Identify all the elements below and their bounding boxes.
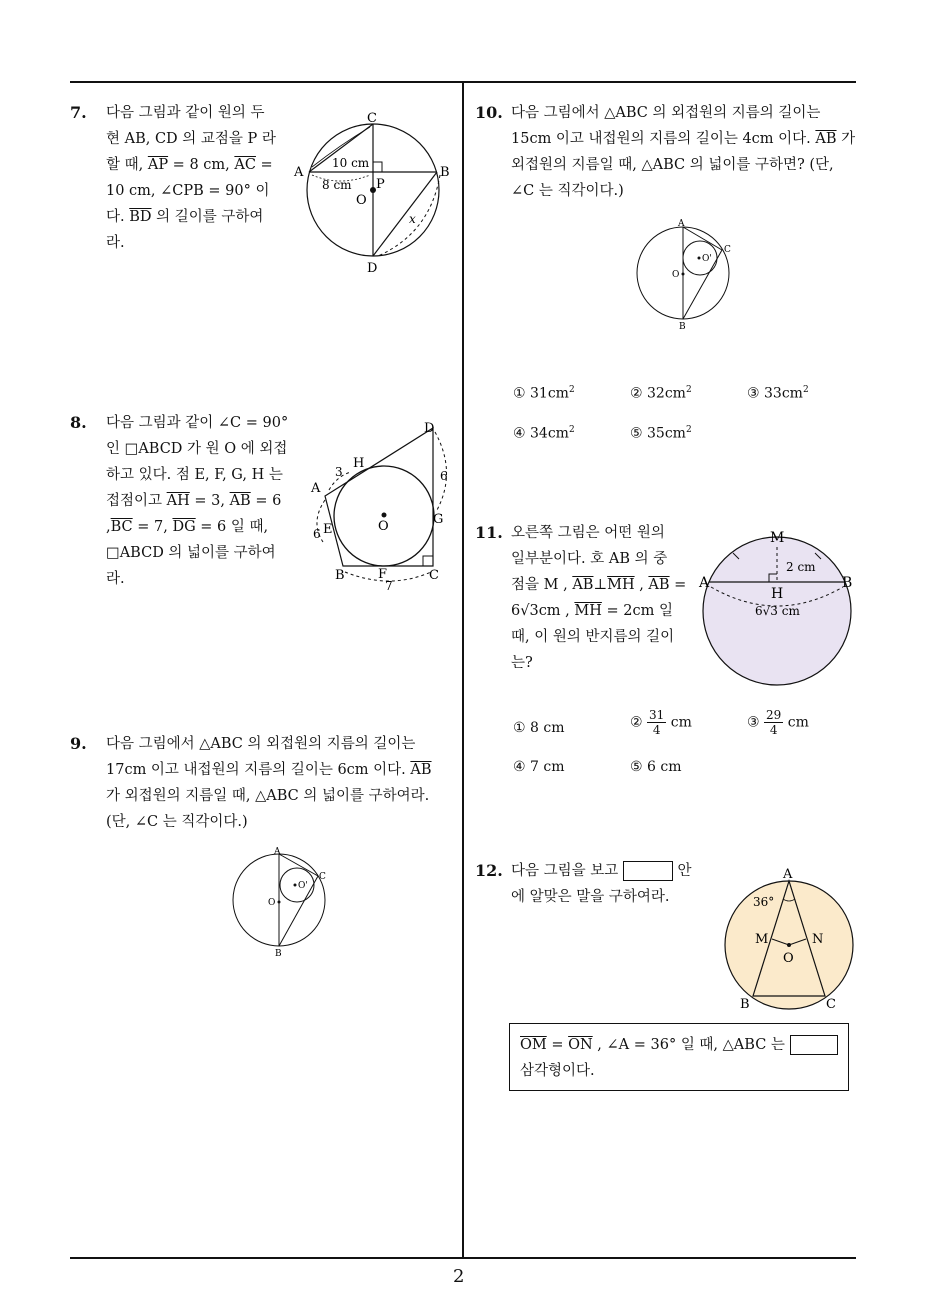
question-7 bbox=[70, 100, 290, 270]
label-2cm: 2 cm bbox=[786, 560, 816, 574]
label-c: C bbox=[367, 111, 377, 126]
label-g: G bbox=[433, 512, 444, 527]
question-text: 다음 그림을 보고 안 에 알맞은 말을 구하여라. bbox=[511, 863, 692, 905]
right-angle-c bbox=[423, 556, 433, 566]
question-text: 오른쪽 그림은 어떤 원의 일부분이다. 호 AB 의 중 점을 M , $\overline{AB}\perp\overline{MH}$ , $\overline{AB}$ = 6√3cm , $\overline{MH} = 2cm$ 일 때, 이 원의 반지름의 길이 는? bbox=[511, 525, 687, 671]
side-ac bbox=[683, 227, 722, 250]
label-o: O bbox=[356, 193, 367, 208]
label-m: M bbox=[755, 932, 769, 947]
question-number: 10. bbox=[475, 103, 503, 122]
question-number: 12. bbox=[475, 861, 503, 880]
q12-figure bbox=[720, 865, 860, 1015]
label-10cm: 10 cm bbox=[332, 156, 370, 170]
q10-figure bbox=[630, 215, 740, 335]
label-b: B bbox=[275, 949, 282, 959]
question-9 bbox=[70, 731, 460, 841]
label-o: O bbox=[783, 951, 794, 966]
question-text: 다음 그림과 같이 ∠C = 90° 인 □ABCD 가 원 O 에 외접 하고 있다. 점 E, F, G, H 는 접점이고 $\overline{AH} = 3$, $\overline{AB} = 6$ $,\overline{BC} = 7$, $\overline{DG} = 6$ 일 때, □ABCD 의 넓이를 구하여 라. bbox=[106, 415, 289, 587]
question-8 bbox=[70, 410, 300, 600]
label-a: A bbox=[294, 165, 304, 180]
center-o bbox=[682, 273, 685, 276]
center-o-prime bbox=[294, 884, 297, 887]
q11-option-5[interactable]: ⑤ 6 cm bbox=[630, 759, 682, 775]
question-10 bbox=[475, 100, 860, 210]
label-a: A bbox=[311, 481, 321, 496]
q11-figure bbox=[695, 525, 860, 690]
label-d: D bbox=[424, 421, 435, 436]
fraction-29-4: $\frac{29}{4}$ bbox=[766, 708, 782, 737]
label-b: B bbox=[740, 997, 750, 1012]
q11-option-3[interactable]: ③ $\frac{29}{4}$ cm bbox=[747, 708, 809, 737]
center-o bbox=[787, 943, 791, 947]
label-a: A bbox=[274, 847, 281, 857]
label-n: N bbox=[812, 932, 824, 947]
statement-blank[interactable] bbox=[790, 1035, 838, 1055]
label-d: D bbox=[367, 261, 378, 276]
label-b: B bbox=[679, 322, 686, 332]
q10-option-3[interactable]: ③ $33cm^2$ bbox=[747, 385, 809, 402]
q10-option-5[interactable]: ⑤ $35cm^2$ bbox=[630, 425, 692, 442]
label-c: C bbox=[826, 997, 836, 1012]
label-a: A bbox=[678, 219, 685, 229]
label-b: B bbox=[440, 165, 450, 180]
q7-figure bbox=[290, 105, 460, 280]
question-number: 8. bbox=[70, 413, 87, 432]
label-c: C bbox=[429, 568, 439, 583]
page-number: 2 bbox=[453, 1266, 465, 1287]
label-h: H bbox=[771, 586, 784, 602]
label-b: B bbox=[842, 575, 853, 591]
label-a: A bbox=[699, 575, 710, 591]
question-text: 다음 그림과 같이 원의 두 현 AB, CD 의 교점을 P 라 할 때, $\overline{AP} = 8$ cm, $\overline{AC}$ = 10 cm, ∠CPB = 90° 이 다. $\overline{BD}$ 의 길이를 구하여 라. bbox=[106, 105, 276, 251]
label-6-left: 6 bbox=[313, 527, 321, 541]
column-divider bbox=[462, 82, 464, 1258]
center-o bbox=[382, 513, 387, 518]
q9-figure bbox=[225, 845, 335, 960]
label-3: 3 bbox=[335, 465, 343, 479]
label-f: F bbox=[378, 567, 388, 582]
question-text: 다음 그림에서 △ABC 의 외접원의 지름의 길이는 17cm 이고 내접원의 지름의 길이는 6cm 이다. $\overline{AB}$ 가 외접원의 지름일 때, △ABC 의 넓이를 구하여라. (단, ∠C 는 직각이다.) bbox=[106, 736, 432, 830]
label-36deg: 36° bbox=[753, 895, 775, 909]
q9-incircle bbox=[280, 868, 314, 902]
q10-option-1[interactable]: ① $31cm^2$ bbox=[513, 385, 575, 402]
label-o: O bbox=[268, 898, 276, 908]
q11-option-4[interactable]: ④ 7 cm bbox=[513, 759, 565, 775]
label-h: H bbox=[353, 456, 365, 471]
question-11 bbox=[475, 520, 690, 680]
q11-option-2[interactable]: ② $\frac{31}{4}$ cm bbox=[630, 708, 692, 737]
question-number: 7. bbox=[70, 103, 87, 122]
label-e: E bbox=[323, 522, 333, 537]
answer-blank[interactable] bbox=[623, 861, 673, 881]
label-6-right: 6 bbox=[440, 469, 448, 483]
label-m: M bbox=[770, 530, 785, 546]
label-o-prime: O' bbox=[702, 254, 712, 264]
label-7: 7 bbox=[385, 579, 393, 593]
q11-option-1[interactable]: ① 8 cm bbox=[513, 720, 565, 736]
question-number: 9. bbox=[70, 734, 87, 753]
label-p: P bbox=[376, 177, 385, 192]
label-o: O bbox=[378, 519, 389, 534]
label-6root3cm: 6√3 cm bbox=[755, 604, 800, 618]
q10-option-4[interactable]: ④ $34cm^2$ bbox=[513, 425, 575, 442]
label-x: x bbox=[409, 212, 416, 226]
q10-option-2[interactable]: ② $32cm^2$ bbox=[630, 385, 692, 402]
q8-figure bbox=[305, 412, 465, 597]
label-o-prime: O' bbox=[298, 881, 308, 891]
quadrilateral-abcd bbox=[325, 428, 433, 566]
label-a: A bbox=[783, 867, 793, 882]
question-12 bbox=[475, 858, 715, 918]
question-text: 다음 그림에서 △ABC 의 외접원의 지름의 길이는 15cm 이고 내접원의 지름의 길이는 4cm 이다. $\overline{AB}$ 가 외접원의 지름일 때, △ABC 의 넓이를 구하면? (단, ∠C 는 직각이다.) bbox=[511, 105, 856, 199]
label-o: O bbox=[672, 270, 680, 280]
question-number: 11. bbox=[475, 523, 503, 542]
center-o bbox=[278, 901, 281, 904]
bottom-rule bbox=[70, 1257, 856, 1259]
q12-statement-box: $\overline{OM} = \overline{ON}$ , ∠A = 36° 일 때, △ABC 는 삼각형이다. bbox=[509, 1023, 849, 1091]
label-b: B bbox=[335, 568, 345, 583]
center-o-prime bbox=[698, 257, 701, 260]
label-c: C bbox=[724, 245, 731, 255]
right-angle-mark bbox=[373, 162, 382, 172]
label-8cm: 8 cm bbox=[322, 178, 352, 192]
label-c: C bbox=[319, 872, 326, 882]
fraction-31-4: $\frac{31}{4}$ bbox=[649, 708, 665, 737]
